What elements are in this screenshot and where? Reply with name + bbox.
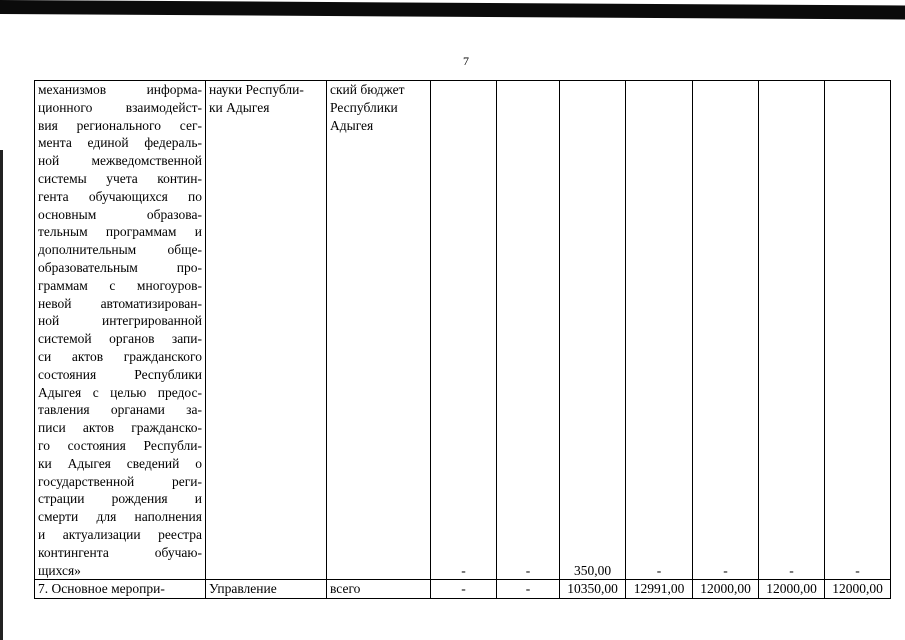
scan-left-edge [0, 150, 3, 640]
cell-text-line: ский бюджет [330, 82, 405, 97]
program-table [34, 80, 891, 599]
table-row [35, 81, 891, 580]
value-cell: 12991,00 [626, 580, 693, 599]
cell-text-line: граммам с многоуров- [38, 277, 202, 293]
value-cell: - [759, 81, 825, 580]
cell-text-line: гента обучающихся по [38, 188, 202, 204]
cell-text-line: мента единой федераль- [38, 135, 202, 151]
cell-text-line: смерти для наполнения [38, 509, 202, 525]
cell-text-line: образовательным про- [38, 259, 202, 275]
cell-text-line: государственной реги- [38, 473, 202, 489]
cell-text-line: писи актов гражданско- [38, 420, 202, 436]
cell-text-line: ной межведомственной [38, 153, 202, 169]
cell-text-line: дополнительным обще- [38, 242, 202, 258]
cell-text-line: тельным программам и [38, 224, 202, 240]
value-cell: - [431, 580, 497, 599]
table-row [35, 580, 891, 599]
cell-text-line: системы учета контин- [38, 170, 202, 186]
cell-text-line: невой автоматизирован- [38, 295, 202, 311]
value-cell: 10350,00 [560, 580, 626, 599]
value-cell: - [626, 81, 693, 580]
cell-text-line: состояния Республики [38, 366, 202, 382]
cell-text-line: системой органов запи- [38, 331, 202, 347]
executor-cell [206, 81, 327, 580]
cell-text-line: ционного взаимодейст- [38, 99, 202, 115]
cell-text-line: основным образова- [38, 206, 202, 222]
value-cell: - [497, 81, 560, 580]
value-cell: - [693, 81, 759, 580]
cell-text-line: ки Адыгея сведений о [38, 455, 202, 471]
executor-cell: Управление [206, 580, 327, 599]
value-cell: - [431, 81, 497, 580]
cell-text-line: и актуализации реестра [38, 526, 202, 542]
event-description-cell: 7. Основное меропри- [35, 580, 206, 599]
page-number: 7 [463, 54, 469, 68]
cell-text-line: щихся» [38, 562, 81, 578]
cell-text-line: Республики [330, 99, 398, 115]
cell-text-line: тавления органами за- [38, 402, 202, 418]
cell-text-line: науки Республи- [209, 82, 304, 97]
cell-text-line: механизмов информа- [38, 82, 202, 97]
cell-text-line: го состояния Республи- [38, 437, 202, 453]
cell-text-line: ки Адыгея [209, 99, 270, 115]
cell-text-line: вия регионального сег- [38, 117, 202, 133]
cell-text-line: ной интегрированной [38, 313, 202, 329]
cell-text-line: Адыгея [330, 117, 374, 133]
value-cell: 350,00 [560, 81, 626, 580]
cell-text-line: контингента обучаю- [38, 544, 202, 560]
value-cell: - [497, 580, 560, 599]
scan-top-edge [0, 0, 905, 20]
event-description-cell [35, 81, 206, 580]
value-cell: 12000,00 [759, 580, 825, 599]
cell-text-line: Адыгея с целью предос- [38, 384, 202, 400]
cell-text-line: страции рождения и [38, 491, 202, 507]
value-cell: 12000,00 [693, 580, 759, 599]
value-cell: - [825, 81, 891, 580]
funding-source-cell [327, 81, 431, 580]
value-cell: 12000,00 [825, 580, 891, 599]
cell-text-line: си актов гражданского [38, 348, 202, 364]
funding-source-cell: всего [327, 580, 431, 599]
